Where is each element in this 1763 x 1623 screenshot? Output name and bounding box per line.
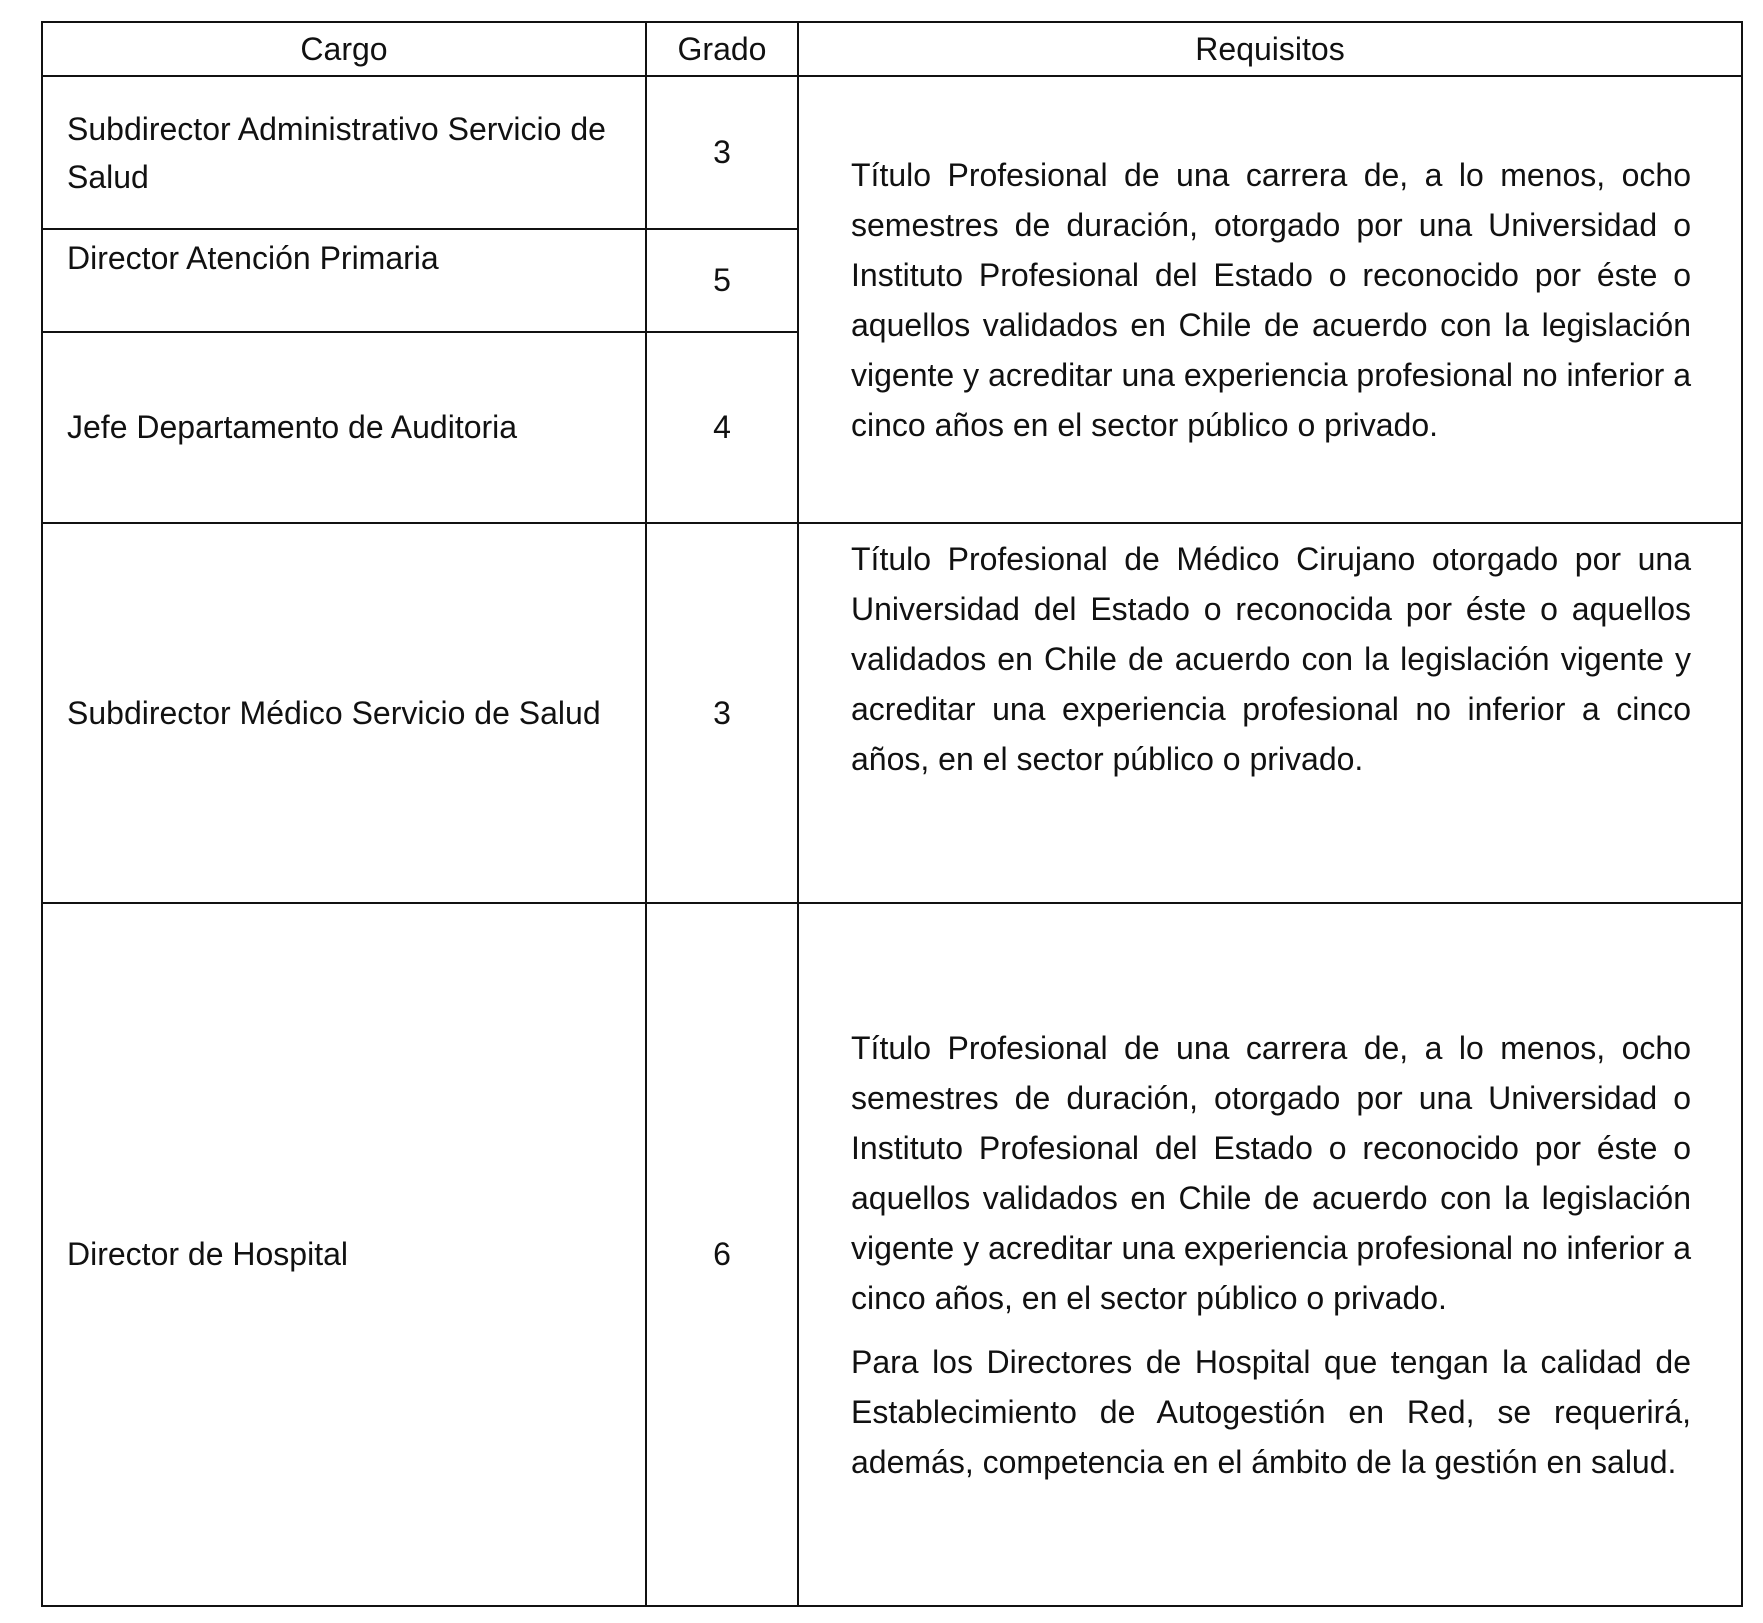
grado-cell: 4 <box>646 332 798 523</box>
cargo-cell <box>42 523 646 903</box>
header-row <box>42 22 1742 76</box>
grado-cell: 3 <box>646 76 798 229</box>
table-row <box>42 523 1742 903</box>
table-row <box>42 76 1742 229</box>
requisitos-cell <box>798 76 1742 523</box>
cargo-text: Subdirector Administrativo Servicio de Salud <box>67 110 606 195</box>
cargo-cell: Jefe Departamento de Auditoria <box>42 332 646 523</box>
cargo-cell: Director Atención Primaria <box>42 229 646 332</box>
grado-cell: 6 <box>646 903 798 1606</box>
table-row <box>42 903 1742 1606</box>
requisitos-cell <box>798 903 1742 1606</box>
header-grado: Grado <box>646 22 798 76</box>
requisitos-text: Título Profesional de una carrera de, a lo menos, ocho semestres de duración, otorgado por una Universidad o Instituto Profesional del Estado o reconocido por éste o aquellos validados en Chile de acuerdo con la legislación vigente y acreditar una experiencia profesional no inferior a cinco años, en el sector público o privado. <box>851 1029 1691 1316</box>
header-requisitos: Requisitos <box>798 22 1742 76</box>
cargos-table <box>41 21 1743 1607</box>
cargo-cell: Director de Hospital <box>42 903 646 1606</box>
requisitos-cell <box>798 523 1742 903</box>
requisitos-note: Para los Directores de Hospital que tengan la calidad de Establecimiento de Autogestión en Red, se requerirá, además, competencia en el ámbito de la gestión en salud. <box>851 1343 1691 1480</box>
cargo-cell <box>42 76 646 229</box>
grado-cell: 5 <box>646 229 798 332</box>
header-cargo: Cargo <box>42 22 646 76</box>
requisitos-text: Título Profesional de una carrera de, a lo menos, ocho semestres de duración, otorgado por una Universidad o Instituto Profesional del Estado o reconocido por éste o aquellos validados en Chile de acuerdo con la legislación vigente y acreditar una experiencia profesional no inferior a cinco años en el sector público o privado. <box>851 156 1691 443</box>
cargo-text: Subdirector Médico Servicio de Salud <box>67 695 601 731</box>
requisitos-text: Título Profesional de Médico Cirujano otorgado por una Universidad del Estado o reconocida por éste o aquellos validados en Chile de acuerdo con la legislación vigente y acreditar una experiencia profesional no inferior a cinco años, en el sector público o privado. <box>851 541 1691 777</box>
grado-cell: 3 <box>646 523 798 903</box>
